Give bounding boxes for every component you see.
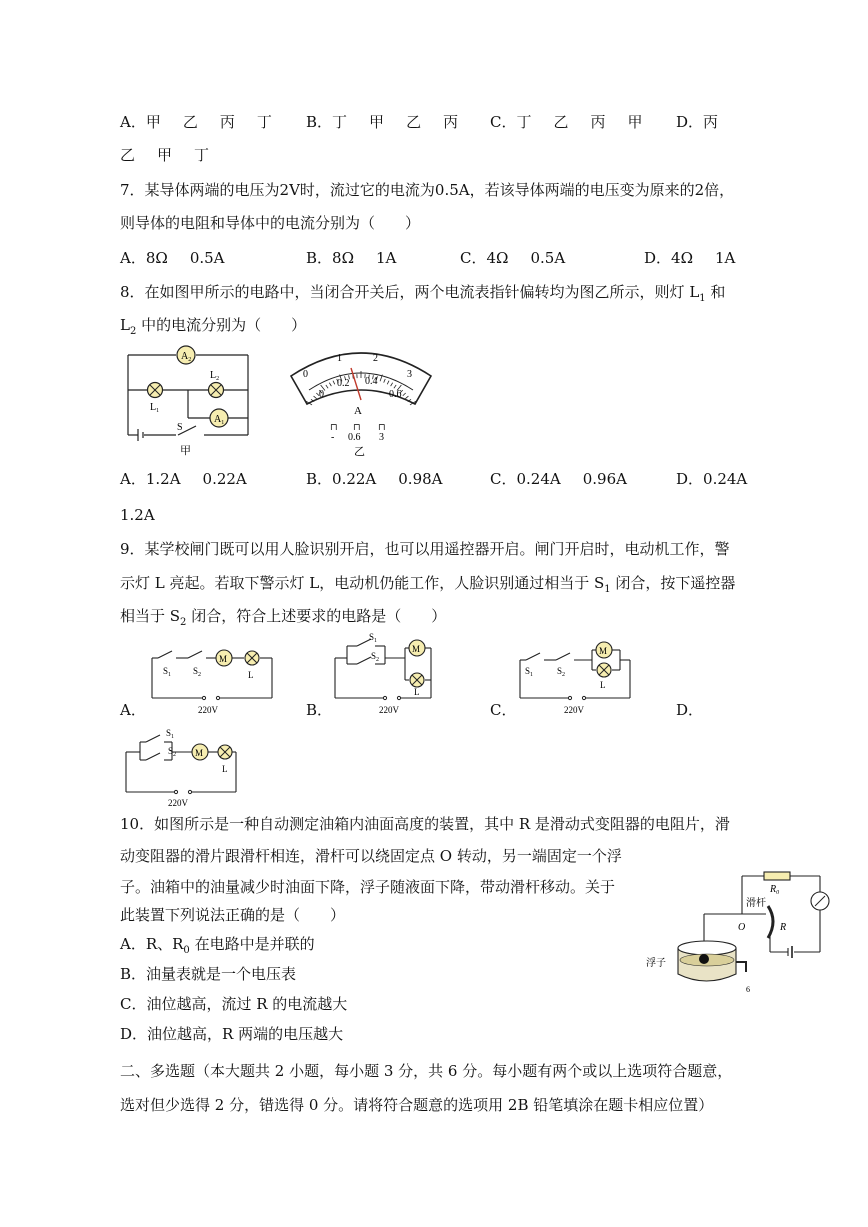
dial-outer-1: 1 (337, 353, 342, 364)
svg-text:L: L (414, 687, 420, 697)
figure-yi-caption: 乙 (354, 446, 365, 458)
q9-option-c: C． (490, 701, 517, 719)
svg-text:O: O (738, 922, 746, 933)
q8-option-a: A．1.2A 0.22A (120, 470, 247, 488)
svg-text:R0: $R_0$ (770, 884, 780, 896)
q7-option-a: A．8Ω 0.5A (120, 249, 225, 267)
dial-inner-0: 0 (319, 389, 324, 400)
q9-stem-line2: 示灯 L 亮起。若取下警示灯 L，电动机仍能工作，人脸识别通过相当于 $S_1$ 闭合，按下遥控器 (120, 574, 736, 595)
oil-gauge-meter-icon (811, 892, 829, 910)
svg-text:220V: 220V (379, 705, 399, 715)
terminal-0-6: 0.6 (348, 432, 361, 443)
svg-text:A1: $A_1$ (214, 414, 225, 426)
svg-text:L1: $L_1$ (150, 402, 160, 414)
float-icon (699, 954, 709, 964)
svg-text:⊓: ⊓ (353, 422, 361, 432)
q9-stem-line1: 9．某学校闸门既可以用人脸识别开启，也可以用遥控器开启。闸门开启时，电动机工作，警 (120, 540, 730, 558)
svg-text:L: L (222, 764, 228, 774)
q10-option-b: B．油量表就是一个电压表 (120, 965, 297, 983)
q9-option-b: B． (306, 701, 333, 719)
dial-outer-3: 3 (407, 369, 412, 380)
lamp-icon (218, 745, 232, 759)
q6-option-b: B．丁 甲 乙 丙 (306, 113, 459, 131)
svg-text:M: M (599, 646, 608, 656)
q10-stem-line1: 10．如图所示是一种自动测定油箱内油面高度的装置，其中 R 是滑动式变阻器的电阻片，滑 (120, 815, 730, 833)
switch-s-label: S (177, 422, 183, 433)
q10-option-a: A．R、$R_0$ 在电路中是并联的 (120, 935, 315, 956)
q10-stem-line4: 此装置下列说法正确的是（ ） (120, 906, 346, 924)
q8-stem-line2: $L_2$ 中的电流分别为（ ） (120, 316, 307, 337)
q10-oil-gauge-figure (642, 866, 834, 994)
dial-inner-2: 0.4 (365, 376, 378, 387)
lamp-icon (597, 663, 611, 677)
lamp-icon (245, 651, 259, 665)
resistor-r0-icon (764, 872, 790, 880)
q8-circuit-figure-jia (120, 340, 250, 458)
svg-text:220V: 220V (168, 798, 188, 808)
section-2-heading-line1: 二、多选题（本大题共 2 小题，每小题 3 分，共 6 分。每小题有两个或以上选项符合题意， (120, 1062, 733, 1080)
dial-unit: A (354, 405, 362, 417)
q7-stem-line2: 则导体的电阻和导体中的电流分别为（ ） (120, 214, 421, 232)
ammeter-a2-icon (177, 346, 195, 364)
q9-circuit-c (512, 632, 652, 720)
q7-stem-line1: 7．某导体两端的电压为2V时，流过它的电流为0.5A，若该导体两端的电压变为原来的2倍， (120, 181, 735, 199)
q9-circuit-a (144, 640, 284, 720)
svg-text:A2: $A_2$ (181, 351, 192, 363)
svg-text:S2: $S_2$ (371, 651, 380, 663)
svg-text:M: M (219, 654, 228, 664)
terminal-3: 3 (379, 432, 384, 443)
q8-option-c: C．0.24A 0.96A (490, 470, 627, 488)
q9-option-a: A． (120, 701, 146, 719)
q7-option-c: C．4Ω 0.5A (460, 249, 566, 267)
svg-text:R: R (780, 922, 787, 933)
svg-text:浮子: 浮子 (646, 958, 666, 969)
q8-option-b: B．0.22A 0.98A (306, 470, 443, 488)
svg-text:S1: $S_1$ (369, 632, 378, 644)
svg-text:L2: $L_2$ (210, 370, 220, 382)
q6-option-c: C．丁 乙 丙 甲 (490, 113, 643, 131)
q6-option-d-wrap: 乙 甲 丁 (120, 146, 210, 164)
svg-text:L: L (600, 680, 606, 690)
svg-text:M: M (412, 644, 421, 654)
section-2-heading-line2: 选对但少选得 2 分，错选得 0 分。请将符合题意的选项用 2B 铅笔填涂在题卡相应位置） (120, 1096, 714, 1114)
ammeter-a1-icon (210, 409, 228, 427)
svg-text:S1: $S_1$ (163, 666, 172, 678)
svg-text:220V: 220V (564, 705, 584, 715)
q8-option-d: D．0.24A (676, 470, 748, 488)
svg-text:S1: $S_1$ (166, 728, 175, 740)
figure-jia-caption: 甲 (180, 445, 191, 457)
q6-option-a: A．甲 乙 丙 丁 (120, 113, 272, 131)
q9-circuit-b (325, 630, 465, 720)
svg-text:S2: $S_2$ (557, 666, 566, 678)
lamp-icon (410, 673, 424, 687)
svg-text:⊓: ⊓ (378, 422, 386, 432)
q8-option-d-wrap: 1.2A (120, 506, 155, 524)
svg-text:6: 6 (746, 985, 750, 994)
svg-text:滑杆: 滑杆 (746, 898, 766, 909)
dial-inner-3: 0.6 (389, 389, 402, 400)
svg-text:⊓: ⊓ (330, 422, 338, 432)
tap-icon (736, 962, 746, 972)
q7-option-d: D．4Ω 1A (644, 249, 736, 267)
dial-outer-0: 0 (303, 369, 308, 380)
q7-option-b: B．8Ω 1A (306, 249, 397, 267)
svg-text:S2: $S_2$ (168, 746, 177, 758)
terminal-minus: - (331, 432, 335, 443)
svg-text:220V: 220V (198, 705, 218, 715)
rheostat-r-icon (768, 906, 773, 938)
dial-inner-1: 0.2 (337, 378, 350, 389)
q9-circuit-d (118, 722, 248, 810)
q10-option-c: C．油位越高，流过 R 的电流越大 (120, 995, 348, 1013)
q9-stem-line3: 相当于 $S_2$ 闭合，符合上述要求的电路是（ ） (120, 607, 447, 628)
q8-ammeter-figure-yi (285, 346, 437, 458)
svg-text:M: M (195, 748, 204, 758)
q9-option-d: D． (676, 701, 704, 719)
q10-stem-line2: 动变阻器的滑片跟滑杆相连，滑杆可以绕固定点 O 转动，另一端固定一个浮 (120, 847, 622, 865)
svg-text:S1: $S_1$ (525, 666, 534, 678)
svg-text:L: L (248, 670, 254, 680)
q8-stem-line1: 8．在如图甲所示的电路中，当闭合开关后，两个电流表指针偏转均为图乙所示，则灯 $L_1$ 和 (120, 283, 726, 304)
q10-option-d: D．油位越高，R 两端的电压越大 (120, 1025, 344, 1043)
svg-text:S2: $S_2$ (193, 666, 202, 678)
q10-stem-line3: 子。油箱中的油量减少时油面下降，浮子随液面下降，带动滑杆移动。关于 (120, 878, 616, 896)
dial-outer-2: 2 (373, 353, 378, 364)
bulb-l1-icon (148, 383, 163, 415)
q6-option-d: D．丙 (676, 113, 719, 131)
bulb-l2-icon (209, 370, 224, 398)
